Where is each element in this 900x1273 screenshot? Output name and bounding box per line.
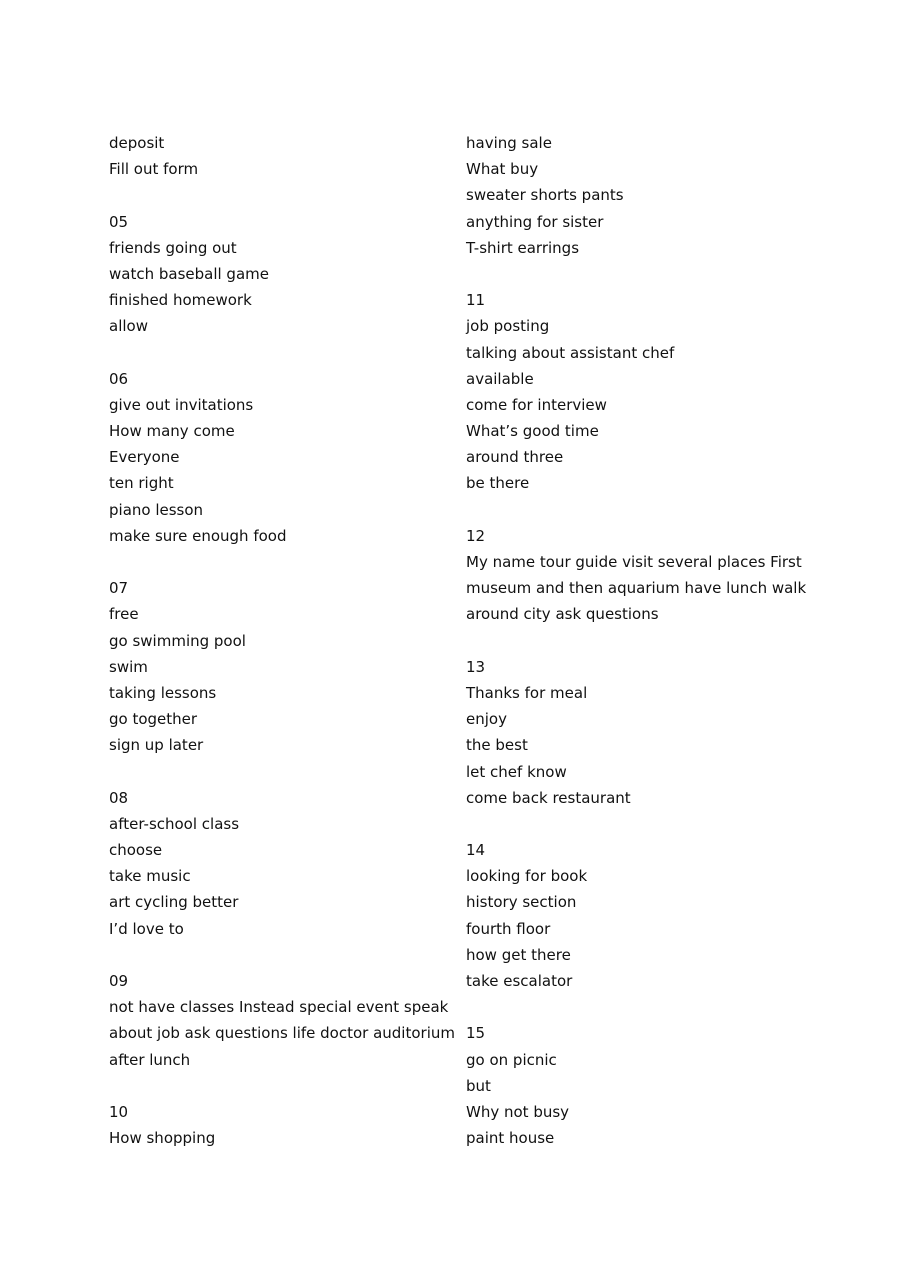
note-line: sign up later [109,736,204,755]
section-spacer [109,182,439,208]
note-line: fourth floor [466,919,551,938]
section-number: 08 [109,788,129,807]
section-number: 12 [466,526,486,545]
note-line: how get there [466,945,571,964]
note-line: swim [109,657,148,676]
section-number: 13 [466,657,486,676]
section-spacer [109,549,439,575]
note-section [109,130,439,182]
note-section [109,1099,439,1151]
note-section [109,785,439,942]
section-number: 06 [109,369,129,388]
note-line: Everyone [109,448,180,467]
note-line: go on picnic [466,1050,557,1069]
section-number: 09 [109,972,129,990]
section-spacer [466,994,792,1020]
note-line: history section [466,893,577,912]
note-line: choose [109,841,163,860]
note-section [109,968,455,1073]
section-spacer [109,1073,439,1099]
note-line: deposit [109,134,165,152]
section-spacer [466,811,792,837]
note-line: about job ask questions life doctor auditorium [109,1024,455,1043]
note-line: available [466,369,534,388]
left-column [109,130,455,1151]
note-line: ten right [109,474,174,493]
note-line: come back restaurant [466,788,631,807]
note-line: after-school class [109,814,240,833]
note-line: anything for sister [466,212,604,231]
note-line: take escalator [466,972,573,990]
section-number: 14 [466,841,486,860]
section-number: 05 [109,212,129,231]
note-line: make sure enough food [109,526,287,545]
note-line: My name tour guide visit several places First [466,553,802,571]
section-spacer [466,497,792,523]
note-section [109,209,439,340]
note-line: around city ask questions [466,605,659,624]
note-line: sweater shorts pants [466,186,624,205]
note-line: give out invitations [109,395,254,414]
section-spacer [466,628,792,654]
section-spacer [466,261,792,287]
note-line: piano lesson [109,500,204,519]
note-section [466,837,792,994]
note-line: What buy [466,160,539,179]
note-line: around three [466,448,564,467]
note-line: friends going out [109,238,237,257]
note-line: Fill out form [109,160,199,179]
note-line: How shopping [109,1129,216,1148]
note-line: come for interview [466,395,607,414]
note-line: What’s good time [466,422,599,441]
note-line: free [109,605,139,624]
note-line: let chef know [466,762,567,781]
note-line: the best [466,736,528,755]
note-line: T-shirt earrings [466,238,580,257]
note-section [466,130,792,261]
note-line: looking for book [466,867,588,886]
note-section [466,1020,792,1151]
note-line: finished homework [109,291,252,310]
note-line: museum and then aquarium have lunch walk [466,579,807,598]
note-line: I’d love to [109,919,184,938]
note-section [466,654,792,811]
note-line: talking about assistant chef [466,343,675,362]
section-spacer [109,759,439,785]
section-number: 11 [466,291,486,310]
note-line: go swimming pool [109,631,246,650]
note-line: art cycling better [109,893,239,912]
note-line: Why not busy [466,1102,570,1121]
note-line: How many come [109,422,235,441]
section-number: 15 [466,1024,486,1043]
note-line: enjoy [466,710,507,729]
note-line: take music [109,867,191,886]
note-line: watch baseball game [109,264,269,283]
right-column [466,130,807,1151]
note-section [466,287,792,497]
note-section [109,366,439,549]
note-section [109,575,439,758]
note-line: paint house [466,1129,555,1148]
note-section [466,523,807,628]
note-line: allow [109,317,148,336]
note-line: be there [466,474,530,493]
note-line: but [466,1076,491,1095]
note-line: go together [109,710,198,729]
section-number: 10 [109,1102,129,1121]
note-line: not have classes Instead special event speak [109,998,449,1017]
note-line: taking lessons [109,683,217,702]
note-line: Thanks for meal [466,683,588,702]
section-number: 07 [109,579,129,598]
section-spacer [109,942,439,968]
note-line: job posting [466,317,550,336]
note-line: after lunch [109,1050,191,1069]
note-line: having sale [466,134,552,152]
section-spacer [109,340,439,366]
